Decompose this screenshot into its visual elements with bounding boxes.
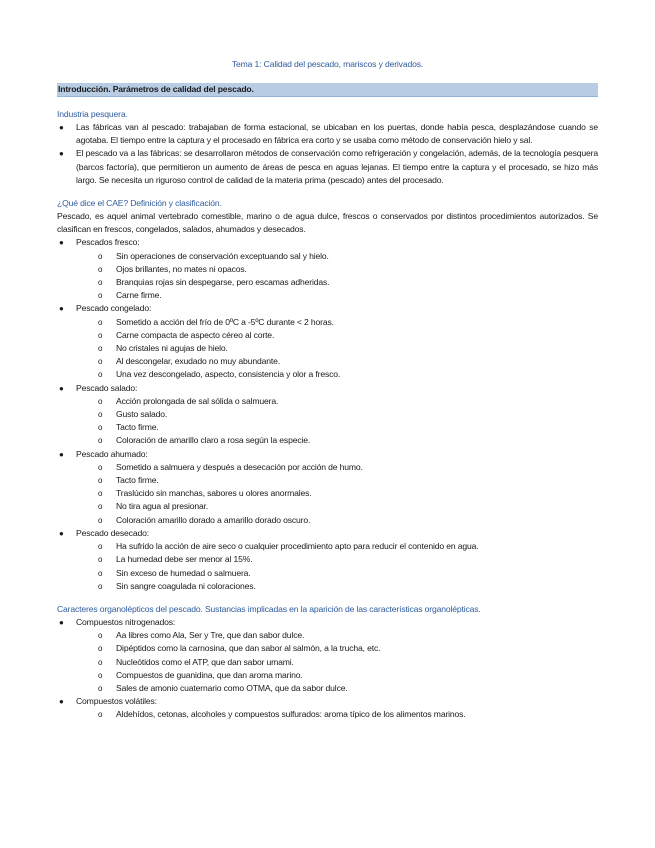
list-item-text: Una vez descongelado, aspecto, consistencia y olor a fresco. (116, 369, 341, 380)
sub-list (57, 395, 598, 448)
list-item-text: Tacto firme. (116, 475, 159, 486)
sub-bullet-icon: o (98, 581, 103, 591)
list-item (57, 500, 598, 513)
list-item-text: Ha sufrido la acción de aire seco o cualquier procedimiento apto para reducir el contenido en agua. (116, 541, 479, 552)
sub-bullet-icon: o (98, 251, 103, 261)
list-item-text: Carne firme. (116, 290, 162, 301)
list-item (57, 434, 598, 447)
list-item (57, 408, 598, 421)
sub-list (57, 540, 598, 593)
sub-bullet-icon: o (98, 670, 103, 680)
group-label: Pescado congelado: (76, 303, 152, 314)
list-item (57, 474, 598, 487)
group-label: Pescado desecado: (76, 527, 149, 538)
bullet-icon: ● (59, 123, 64, 132)
group-item (57, 616, 598, 629)
sub-bullet-icon: o (98, 542, 103, 552)
group-item (57, 236, 598, 249)
list-item-text: Sin exceso de humedad o salmuera. (116, 567, 251, 578)
sub-bullet-icon: o (98, 317, 103, 327)
page-title: Tema 1: Calidad del pescado, mariscos y derivados. (231, 59, 424, 69)
bullet-icon: ● (59, 697, 64, 707)
list-item (57, 395, 598, 408)
bullet-icon: ● (59, 304, 64, 314)
sub-bullet-icon: o (98, 370, 103, 380)
organoleptic-list (57, 616, 598, 722)
sub-bullet-icon: o (98, 489, 103, 499)
list-item (57, 263, 598, 276)
list-item-text: Sales de amonio cuaternario como OTMA, que da sabor dulce. (116, 682, 348, 693)
bullet-icon: ● (59, 449, 64, 459)
group-label: Pescado ahumado: (76, 448, 148, 459)
list-item-text: Las fábricas van al pescado: trabajaban de forma estacional, se ubicaban en los puertas, donde había pesca, desplazándose cuando se agotaba. El tiempo entre la captura y el procesado en fábrica era corto y se usaba como método de conservación hielo y sal. (76, 122, 598, 146)
sub-bullet-icon: o (98, 555, 103, 565)
list-item-text: Acción prolongada de sal sólida o salmuera. (116, 395, 279, 406)
list-item (57, 629, 598, 642)
sub-bullet-icon: o (98, 476, 103, 486)
list-item (57, 329, 598, 342)
list-item-text: Compuestos de guanidina, que dan aroma marino. (116, 669, 303, 680)
group-label: Pescados fresco: (76, 237, 140, 248)
bullet-icon: ● (59, 617, 64, 627)
sub-bullet-icon: o (98, 278, 103, 288)
group-item (57, 695, 598, 708)
list-item (57, 669, 598, 682)
sub-bullet-icon: o (98, 568, 103, 578)
list-item (57, 580, 598, 593)
sub-bullet-icon: o (98, 423, 103, 433)
list-item (57, 121, 598, 147)
list-item (57, 708, 598, 721)
cae-intro: Pescado, es aquel animal vertebrado comestible, marino o de agua dulce, frescos o conservados por distintos procedimientos autorizados. Se clasifican en frescos, congelados, salados, ahumados y desecados. (57, 211, 598, 235)
sub-bullet-icon: o (98, 462, 103, 472)
group-item (57, 448, 598, 461)
list-item (57, 355, 598, 368)
list-item (57, 656, 598, 669)
group-item (57, 382, 598, 395)
sub-bullet-icon: o (98, 515, 103, 525)
organoleptic-heading: Caracteres organolépticos del pescado. Sustancias implicadas en la aparición de las características organolépticas. (57, 603, 481, 614)
list-item-text: Sin operaciones de conservación exceptuando sal y hielo. (116, 250, 329, 261)
list-item (57, 540, 598, 553)
sub-bullet-icon: o (98, 436, 103, 446)
list-item (57, 368, 598, 381)
sub-list (57, 250, 598, 303)
list-item-text: No tira agua al presionar. (116, 501, 209, 512)
list-item-text: La humedad debe ser menor al 15%. (116, 554, 253, 565)
list-item-text: Aldehídos, cetonas, alcoholes y compuestos sulfurados: aroma típico de los alimentos marinos. (116, 709, 466, 720)
sub-list (57, 629, 598, 695)
cae-list (57, 236, 598, 592)
list-item (57, 276, 598, 289)
sub-bullet-icon: o (98, 330, 103, 340)
sub-bullet-icon: o (98, 644, 103, 654)
industry-heading: Industria pesquera. (57, 109, 128, 119)
list-item (57, 421, 598, 434)
sub-bullet-icon: o (98, 264, 103, 274)
document-page (57, 0, 598, 722)
industry-list (57, 121, 598, 187)
list-item (57, 147, 598, 187)
list-item-text: Sin sangre coagulada ni coloraciones. (116, 580, 256, 591)
list-item-text: Branquias rojas sin despegarse, pero escamas adheridas. (116, 277, 330, 288)
list-item-text: Ojos brillantes, no mates ni opacos. (116, 263, 247, 274)
list-item (57, 316, 598, 329)
group-label: Pescado salado: (76, 382, 138, 393)
sub-list (57, 708, 598, 721)
list-item-text: Traslúcido sin manchas, sabores u olores anormales. (116, 488, 312, 499)
sub-bullet-icon: o (98, 683, 103, 693)
bullet-icon: ● (59, 528, 64, 538)
list-item (57, 514, 598, 527)
section-heading: Introducción. Parámetros de calidad del pescado. (57, 83, 598, 97)
list-item-text: Tacto firme. (116, 422, 159, 433)
list-item-text: Gusto salado. (116, 409, 168, 420)
list-item (57, 642, 598, 655)
sub-list (57, 461, 598, 527)
group-label: Compuestos volátiles: (76, 696, 157, 707)
list-item-text: Aa libres como Ala, Ser y Tre, que dan sabor dulce. (116, 630, 305, 641)
list-item-text: Carne compacta de aspecto céreo al corte. (116, 329, 275, 340)
bullet-icon: ● (59, 149, 64, 159)
list-item-text: Nucleótidos como el ATP, que dan sabor umami. (116, 656, 294, 667)
sub-list (57, 316, 598, 382)
list-item (57, 567, 598, 580)
sub-bullet-icon: o (98, 657, 103, 667)
sub-bullet-icon: o (98, 410, 103, 420)
group-item (57, 302, 598, 315)
group-item (57, 527, 598, 540)
list-item-text: Al descongelar, exudado no muy abundante. (116, 356, 280, 367)
list-item-text: Sometido a acción del frío de 0ºC a -5ºC durante < 2 horas. (116, 316, 334, 327)
sub-bullet-icon: o (98, 631, 103, 641)
list-item (57, 461, 598, 474)
list-item-text: Coloración amarillo dorado a amarillo dorado oscuro. (116, 514, 311, 525)
list-item-text: Dipéptidos como la carnosina, que dan sabor al salmón, a la trucha, etc. (116, 643, 381, 654)
list-item (57, 682, 598, 695)
sub-bullet-icon: o (98, 291, 103, 301)
list-item (57, 553, 598, 566)
list-item-text: Coloración de amarillo claro a rosa según la especie. (116, 435, 311, 446)
list-item-text: Sometido a salmuera y después a desecación por acción de humo. (116, 461, 363, 472)
bullet-icon: ● (59, 238, 64, 248)
sub-bullet-icon: o (98, 357, 103, 367)
cae-heading: ¿Qué dice el CAE? Definición y clasificación. (57, 198, 222, 209)
list-item (57, 250, 598, 263)
list-item (57, 342, 598, 355)
sub-bullet-icon: o (98, 344, 103, 354)
list-item (57, 289, 598, 302)
group-label: Compuestos nitrogenados: (76, 616, 176, 627)
list-item-text: El pescado va a las fábricas: se desarrollaron métodos de conservación como refrigeración y congelación, además, de la tecnología pesquera (barcos factoría), que permitieron un aumento de áreas de pesca en aguas lejanas. El tiempo entre la captura y el procesado, se hizo más largo. Se necesita un riguroso control de calidad de la materia prima (pescado) antes del procesado. (76, 148, 598, 185)
sub-bullet-icon: o (98, 710, 103, 720)
sub-bullet-icon: o (98, 396, 103, 406)
bullet-icon: ● (59, 383, 64, 393)
list-item (57, 487, 598, 500)
sub-bullet-icon: o (98, 502, 103, 512)
list-item-text: No cristales ni agujas de hielo. (116, 343, 228, 354)
